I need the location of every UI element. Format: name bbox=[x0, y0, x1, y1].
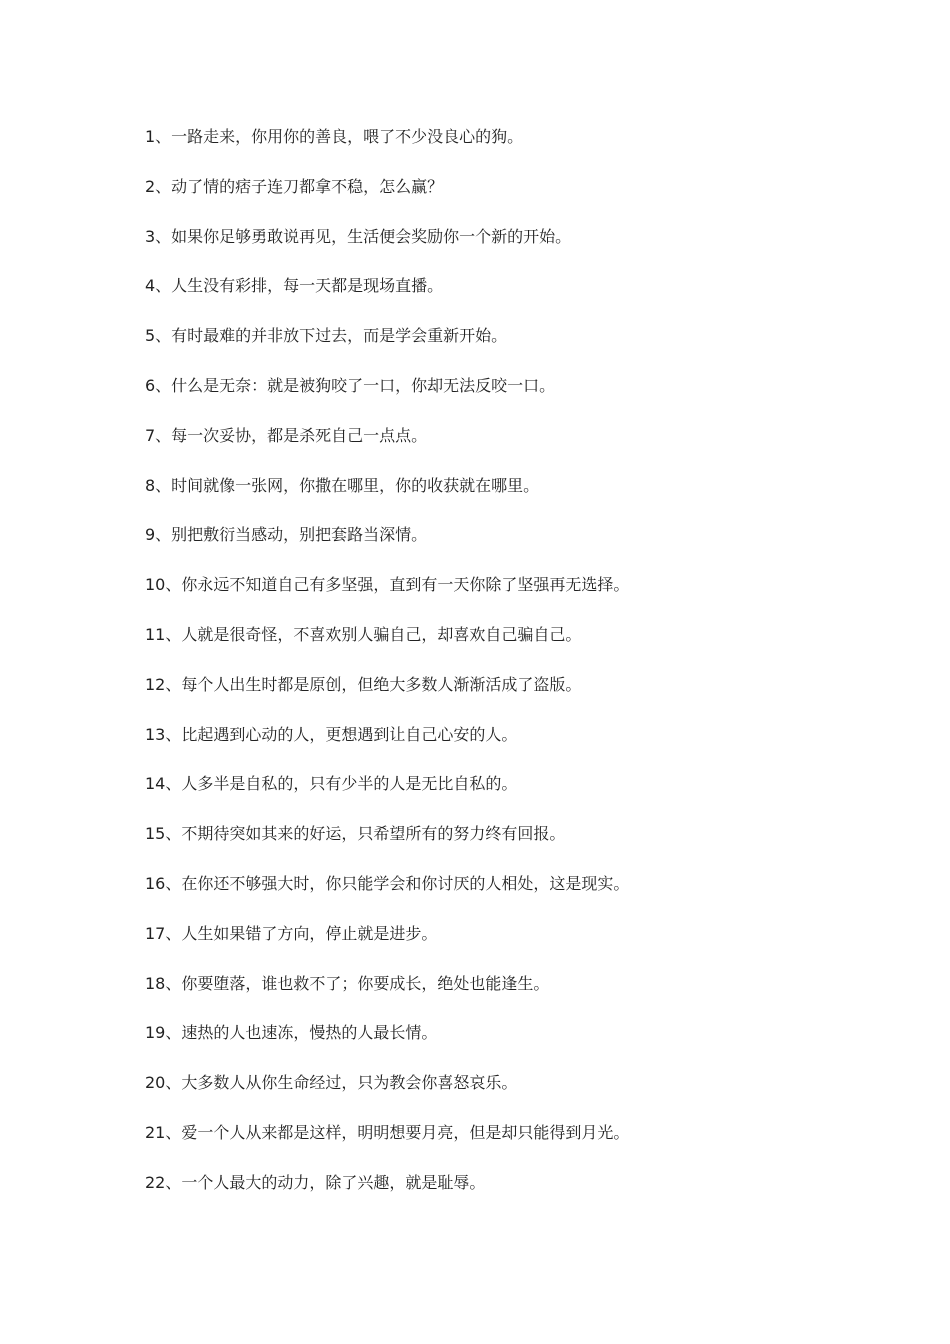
quote-line-22: 22、一个人最大的动力，除了兴趣，就是耻辱。 bbox=[145, 1172, 486, 1192]
quote-line-14: 14、人多半是自私的，只有少半的人是无比自私的。 bbox=[145, 774, 518, 794]
quote-line-1: 1、一路走来，你用你的善良，喂了不少没良心的狗。 bbox=[145, 127, 524, 146]
quote-line-19: 19、速热的人也速冻，慢热的人最长情。 bbox=[145, 1023, 438, 1043]
quote-list bbox=[145, 124, 845, 1220]
quote-line-20: 20、大多数人从你生命经过，只为教会你喜怒哀乐。 bbox=[145, 1073, 518, 1093]
quote-line-13: 13、比起遇到心动的人，更想遇到让自己心安的人。 bbox=[145, 724, 518, 744]
quote-line-7: 7、每一次妥协，都是杀死自己一点点。 bbox=[145, 425, 428, 445]
quote-line-9: 9、别把敷衍当感动，别把套路当深情。 bbox=[145, 525, 428, 545]
quote-line-8: 8、时间就像一张网，你撒在哪里，你的收获就在哪里。 bbox=[145, 475, 540, 495]
quote-line-2: 2、动了情的痞子连刀都拿不稳，怎么赢？ bbox=[145, 176, 444, 196]
quote-line-16: 16、在你还不够强大时，你只能学会和你讨厌的人相处，这是现实。 bbox=[145, 873, 630, 893]
quote-line-11: 11、人就是很奇怪，不喜欢别人骗自己，却喜欢自己骗自己。 bbox=[145, 624, 582, 644]
quote-line-5: 5、有时最难的并非放下过去，而是学会重新开始。 bbox=[145, 326, 508, 346]
quote-line-4: 4、人生没有彩排，每一天都是现场直播。 bbox=[145, 276, 444, 296]
quote-line-15: 15、不期待突如其来的好运，只希望所有的努力终有回报。 bbox=[145, 824, 566, 844]
quote-line-6: 6、什么是无奈：就是被狗咬了一口，你却无法反咬一口。 bbox=[145, 375, 556, 395]
quote-line-3: 3、如果你足够勇敢说再见，生活便会奖励你一个新的开始。 bbox=[145, 226, 572, 246]
quote-line-12: 12、每个人出生时都是原创，但绝大多数人渐渐活成了盗版。 bbox=[145, 674, 582, 694]
quote-line-18: 18、你要堕落，谁也救不了；你要成长，绝处也能逢生。 bbox=[145, 973, 550, 993]
quote-line-10: 10、你永远不知道自己有多坚强，直到有一天你除了坚强再无选择。 bbox=[145, 575, 630, 595]
quote-line-17: 17、人生如果错了方向，停止就是进步。 bbox=[145, 923, 438, 943]
quote-line-21: 21、爱一个人从来都是这样，明明想要月亮，但是却只能得到月光。 bbox=[145, 1122, 630, 1142]
